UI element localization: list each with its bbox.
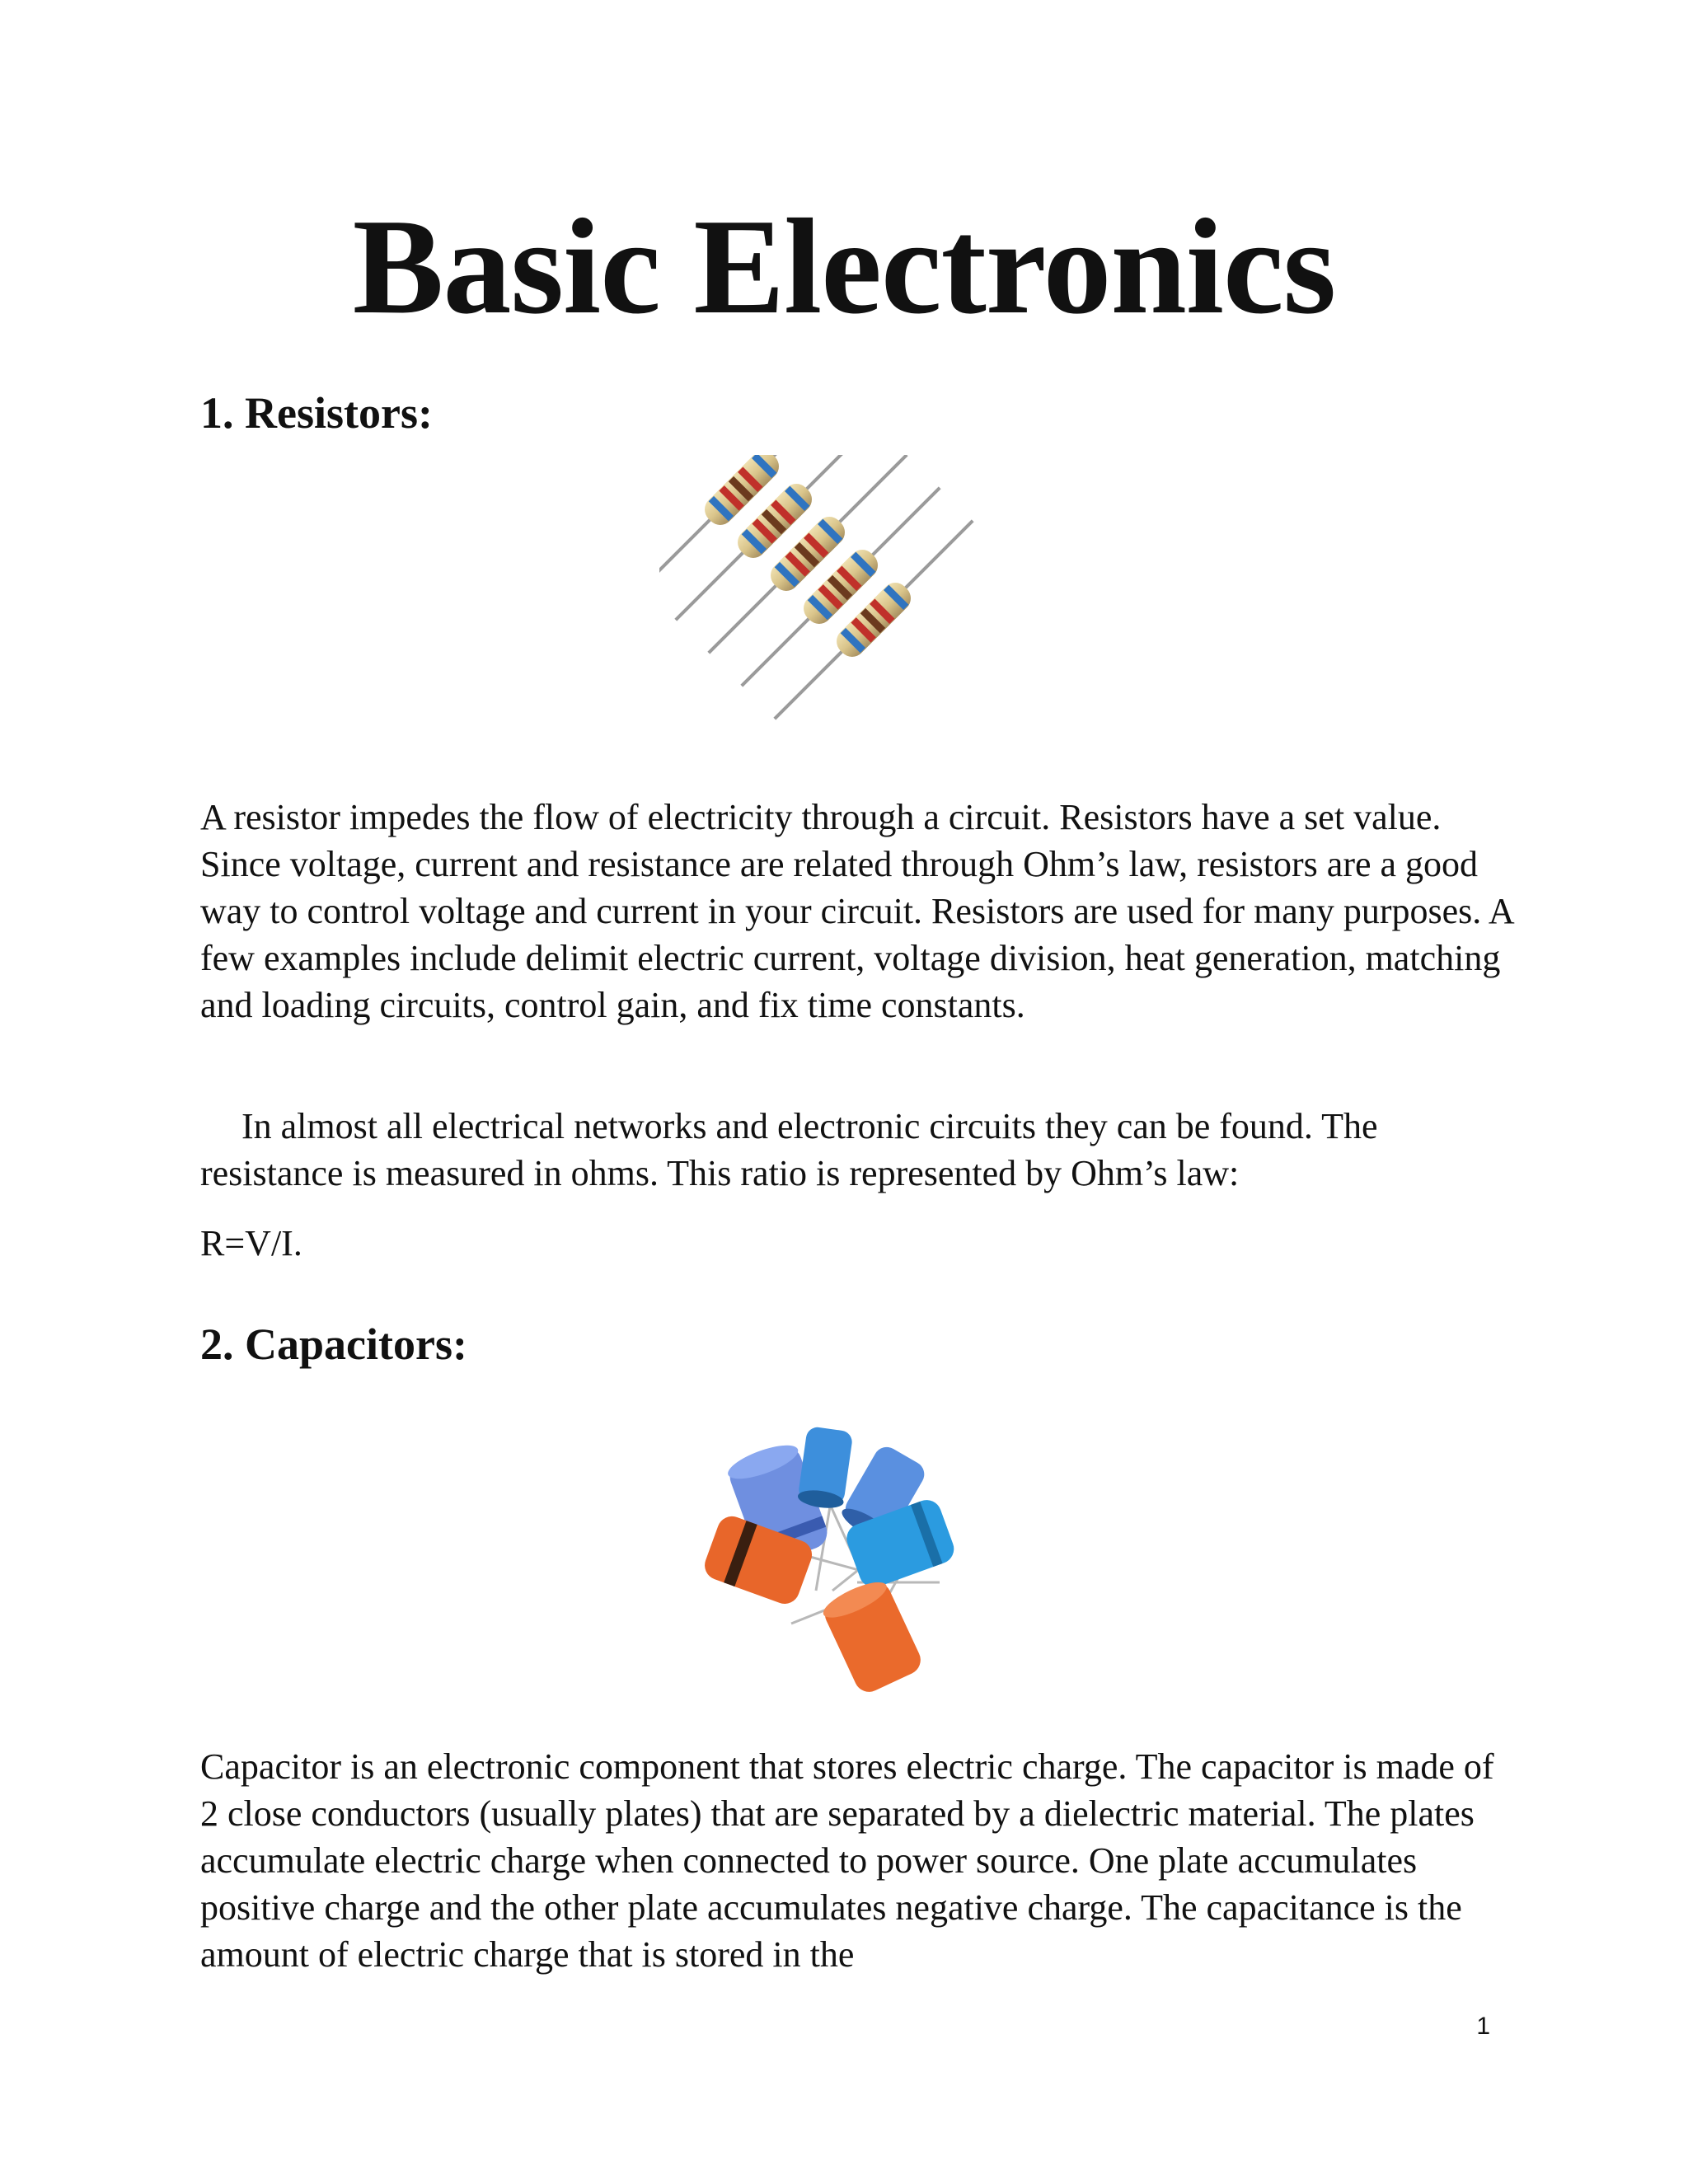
document-title: Basic Electronics [352,190,1336,342]
section-heading-capacitors: 2. Capacitors: [200,1319,467,1369]
resistors-paragraph-2: In almost all electrical networks and electronic circuits they can be found. The resistance is measured in ohms. This ratio is represented by Ohm’s law: [200,1106,1378,1193]
capacitors-paragraph-1: Capacitor is an electronic component that stores electric charge. The capacitor is made of 2 close conductors (usually plates) that are separated by a dielectric material. The plates accumulate electric charge when connected to power source. One plate accumulates positive charge and the other plate accumulates negative charge. The capacitance is the amount of electric charge that is stored in the [200,1746,1494,1975]
capacitor-blue-top [797,1426,854,1511]
resistors-paragraph-1: A resistor impedes the flow of electricity through a circuit. Resistors have a set value. Since voltage, current and resistance are related through Ohm’s law, resistors are a good way to control voltage and current in your circuit. Resistors are used for many purposes. A few examples include delimit electric current, voltage division, heat generation, matching and loading circuits, control gain, and fix time constants. [200,797,1513,1025]
resistor [731,477,950,696]
resistor [764,510,983,729]
resistor [665,455,884,630]
capacitors-photo [668,1418,1047,1698]
section-heading-resistors: 1. Resistors: [200,388,433,438]
capacitors-illustration [668,1418,1047,1698]
resistors-illustration [659,455,1022,768]
capacitor-orange-bottom [819,1575,926,1696]
page-number: 1 [1476,2013,1490,2040]
resistors-photo [659,455,1022,768]
ohms-law-formula: R=V/I. [200,1223,302,1263]
